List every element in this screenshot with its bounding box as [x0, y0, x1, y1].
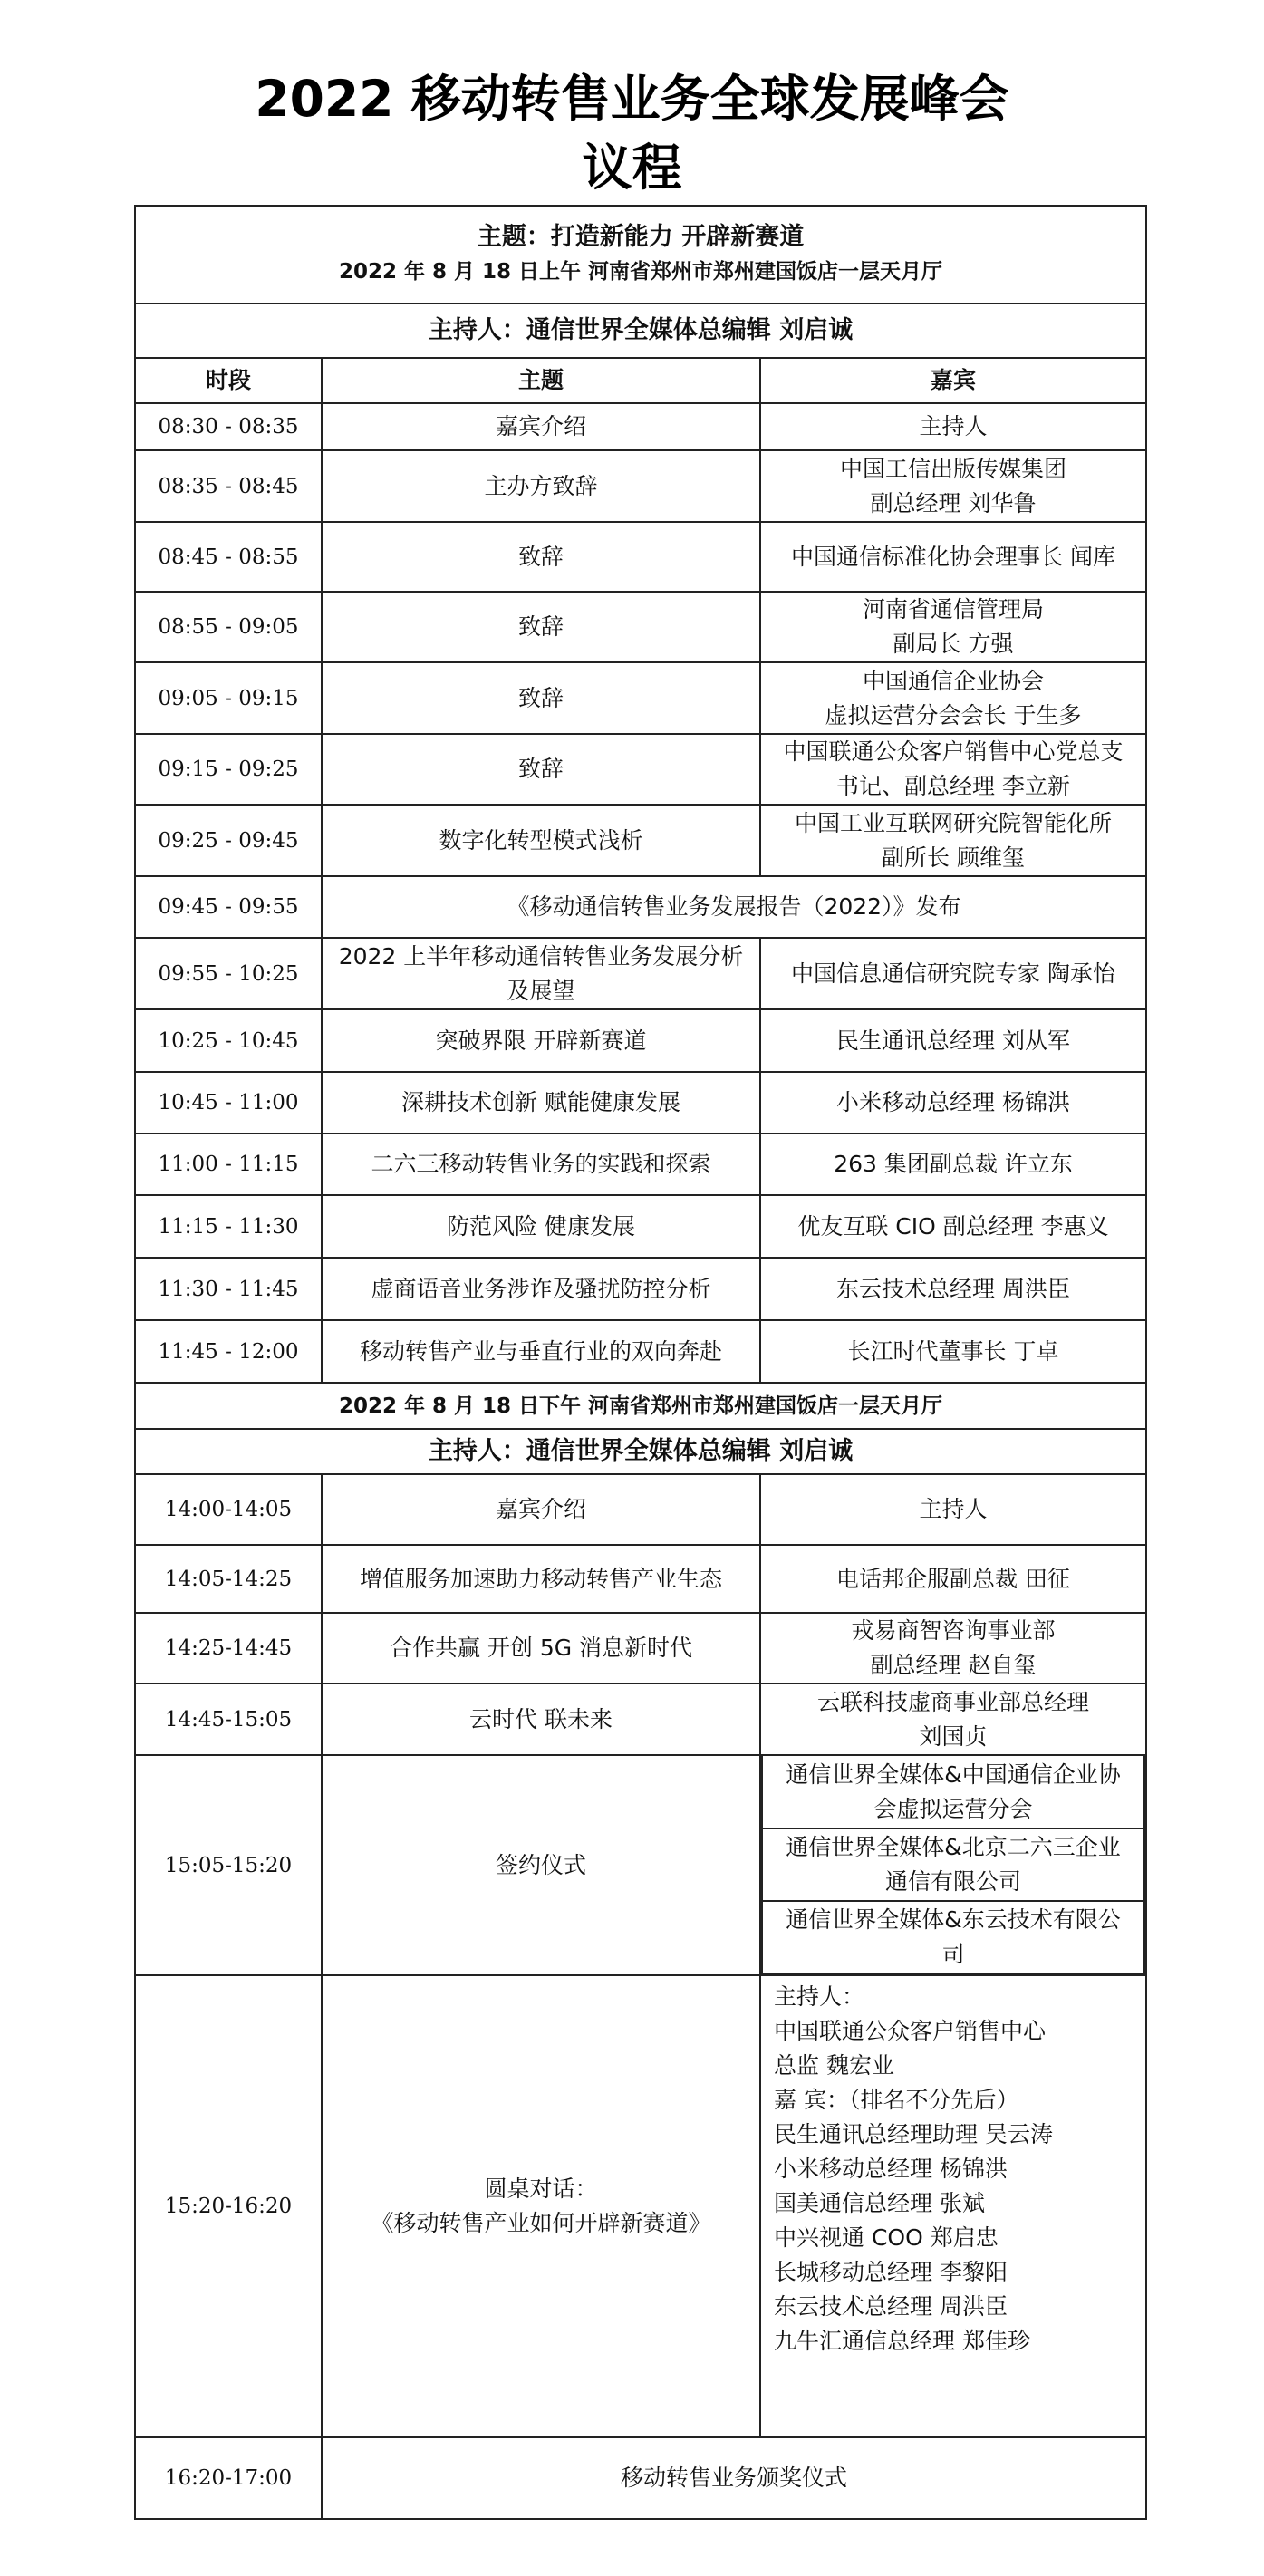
session-time — [135, 1009, 322, 1072]
session-topic-text: 主办方致辞 — [484, 472, 598, 499]
agenda-row — [135, 1320, 1146, 1383]
signing-parties-table — [761, 1756, 1145, 1974]
session-time-text: 09:45 - 09:55 — [158, 895, 299, 919]
signing-party-row — [762, 1901, 1144, 1973]
session-guest-text: 戎易商智咨询事业部 — [851, 1617, 1056, 1644]
session-time — [135, 2437, 322, 2519]
column-header-row — [135, 358, 1146, 403]
signing-party-text: 通信有限公司 — [885, 1868, 1022, 1895]
session-topic — [322, 1009, 760, 1072]
agenda-row — [135, 1474, 1146, 1545]
session-topic — [322, 1755, 760, 1975]
session-topic-text: 致辞 — [517, 756, 564, 782]
session-guest-text: 河南省通信管理局 — [863, 596, 1045, 622]
afternoon-host-row-cell — [135, 1429, 1146, 1474]
roundtable-guests-text: 主持人： — [774, 1983, 865, 2010]
session-topic — [322, 1474, 760, 1545]
column-header-topic-text: 主题 — [517, 367, 564, 393]
session-guest — [760, 1009, 1146, 1072]
agenda-row — [135, 1258, 1146, 1320]
session-topic — [322, 734, 760, 805]
signing-party-row — [762, 1828, 1144, 1901]
session-time — [135, 938, 322, 1009]
session-topic-text: 嘉宾介绍 — [495, 1496, 586, 1522]
session-topic-text: 数字化转型模式浅析 — [439, 826, 643, 854]
session-time — [135, 1684, 322, 1755]
session-guest-text: 刘国贞 — [919, 1722, 988, 1750]
session-guest-text: 中国通信企业协会 — [863, 667, 1045, 694]
session-time-text: 16:20-17:00 — [164, 2466, 293, 2490]
column-header-time — [135, 358, 322, 403]
session-topic — [322, 662, 760, 734]
session-guest-text: 中国通信标准化协会理事长 闻库 — [791, 543, 1115, 570]
session-guest-text: 副局长 方强 — [893, 631, 1014, 657]
document-subtitle: 议程 — [582, 139, 682, 197]
agenda-row — [135, 734, 1146, 805]
session-topic-text: 增值服务加速助力移动转售产业生态 — [359, 1565, 722, 1592]
session-time — [135, 450, 322, 522]
agenda-row — [135, 1684, 1146, 1755]
agenda-row — [135, 1134, 1146, 1195]
session-guest-text: 中国联通公众客户销售中心党总支 — [783, 738, 1124, 765]
session-guest — [760, 938, 1146, 1009]
session-span — [322, 876, 1146, 938]
session-topic — [322, 1613, 760, 1684]
agenda-table — [134, 205, 1147, 2520]
session-guest — [760, 1195, 1146, 1258]
session-time-text: 09:25 - 09:45 — [158, 828, 299, 853]
session-guest-text: 书记、副总经理 李立新 — [836, 773, 1070, 799]
agenda-row — [135, 1072, 1146, 1134]
column-header-guest-text: 嘉宾 — [931, 367, 977, 393]
agenda-row — [135, 1195, 1146, 1258]
session-topic-text: 合作共赢 开创 5G 消息新时代 — [389, 1635, 693, 1661]
roundtable-guests-text: 总监 魏宏业 — [774, 2052, 894, 2079]
session-time-text: 11:30 - 11:45 — [158, 1277, 299, 1301]
session-time-text: 14:45-15:05 — [164, 1707, 293, 1732]
roundtable-guests-text: 中兴视通 COO 郑启忠 — [774, 2224, 999, 2251]
session-time — [135, 592, 322, 662]
session-guest — [760, 1474, 1146, 1545]
session-guest — [760, 592, 1146, 662]
session-time — [135, 1975, 322, 2437]
column-header-topic — [322, 358, 760, 403]
agenda-row — [135, 522, 1146, 592]
session-time-text: 15:20-16:20 — [164, 2195, 293, 2218]
signing-party-text: 司 — [941, 1941, 965, 1967]
roundtable-guests-text: 民生通讯总经理助理 吴云涛 — [774, 2121, 1053, 2147]
afternoon-host-row — [135, 1429, 1146, 1474]
session-topic-text: 移动转售产业与垂直行业的双向奔赴 — [359, 1337, 722, 1365]
session-time — [135, 1474, 322, 1545]
roundtable-guests — [760, 1975, 1146, 2437]
roundtable-row — [135, 1975, 1146, 2437]
session-topic-text: 嘉宾介绍 — [495, 413, 586, 439]
session-guest-text: 中国工信出版传媒集团 — [840, 455, 1067, 482]
session-guest — [760, 1072, 1146, 1134]
session-guest-text: 优友互联 CIO 副总经理 李惠义 — [797, 1212, 1109, 1240]
signing-party-row — [762, 1756, 1144, 1828]
session-time-text: 11:15 - 11:30 — [158, 1214, 299, 1239]
session-guest-text: 副总经理 刘华鲁 — [870, 489, 1037, 516]
session-topic-text: 签约仪式 — [495, 1851, 586, 1878]
session-time — [135, 1072, 322, 1134]
signing-party — [762, 1756, 1144, 1828]
afternoon-datetime-row-line: 2022 年 8 月 18 日下午 河南省郑州市郑州建国饭店一层天月厅 — [338, 1394, 943, 1418]
session-topic — [322, 1975, 760, 2437]
session-topic-text: 云时代 联未来 — [469, 1705, 613, 1732]
agenda-row — [135, 1009, 1146, 1072]
session-time — [135, 876, 322, 938]
session-guest — [760, 1134, 1146, 1195]
signing-party-text: 通信世界全媒体&北京二六三企业 — [786, 1834, 1121, 1860]
morning-theme-header-cell — [135, 206, 1146, 304]
session-topic — [322, 522, 760, 592]
roundtable-guests-text: 长城移动总经理 李黎阳 — [774, 2259, 1008, 2285]
session-time-text: 14:25-14:45 — [164, 1636, 293, 1660]
session-time — [135, 522, 322, 592]
session-guest-text: 电话邦企服副总裁 田征 — [836, 1565, 1070, 1592]
agenda-row — [135, 938, 1146, 1009]
signing-party — [762, 1901, 1144, 1973]
session-time-text: 08:45 - 08:55 — [158, 545, 299, 569]
session-guest-text: 东云技术总经理 周洪臣 — [836, 1275, 1070, 1302]
session-time — [135, 1755, 322, 1975]
session-time — [135, 1320, 322, 1383]
session-guest — [760, 734, 1146, 805]
session-topic-text: 及展望 — [507, 977, 575, 1004]
session-topic — [322, 592, 760, 662]
session-span-text: 移动转售业务颁奖仪式 — [621, 2465, 848, 2491]
session-time-text: 10:45 - 11:00 — [158, 1091, 299, 1114]
session-guest-text: 263 集团副总裁 许立东 — [834, 1151, 1073, 1177]
morning-theme-header-line: 2022 年 8 月 18 日上午 河南省郑州市郑州建国饭店一层天月厅 — [338, 260, 943, 284]
session-topic — [322, 450, 760, 522]
signing-party — [762, 1828, 1144, 1901]
session-time-text: 08:55 - 09:05 — [158, 615, 299, 639]
session-guest-text: 副总经理 赵自玺 — [870, 1652, 1037, 1678]
session-time — [135, 805, 322, 876]
session-time-text: 11:00 - 11:15 — [158, 1153, 299, 1176]
agenda-row — [135, 2437, 1146, 2519]
session-topic — [322, 1684, 760, 1755]
morning-host-row-line: 主持人：通信世界全媒体总编辑 刘启诚 — [428, 316, 854, 344]
session-topic-text: 《移动转售产业如何开辟新赛道》 — [371, 2210, 711, 2236]
session-topic — [322, 1545, 760, 1613]
session-guest-text: 副所长 顾维玺 — [882, 844, 1025, 871]
agenda-body — [135, 206, 1146, 2519]
session-time-text: 08:30 - 08:35 — [158, 415, 299, 439]
session-time — [135, 1134, 322, 1195]
column-header-guest — [760, 358, 1146, 403]
session-guest — [760, 805, 1146, 876]
session-topic-text: 二六三移动转售业务的实践和探索 — [371, 1151, 711, 1177]
session-time — [135, 403, 322, 450]
session-guest-text: 小米移动总经理 杨锦洪 — [836, 1089, 1070, 1115]
session-topic-text: 致辞 — [517, 613, 564, 640]
session-time-text: 14:05-14:25 — [164, 1567, 293, 1591]
agenda-row — [135, 450, 1146, 522]
session-time-text: 08:35 - 08:45 — [158, 474, 299, 498]
session-topic-text: 圆桌对话： — [484, 2176, 598, 2202]
session-topic-text: 致辞 — [517, 543, 564, 570]
agenda-row — [135, 805, 1146, 876]
session-guest — [760, 662, 1146, 734]
session-time-text: 11:45 - 12:00 — [158, 1339, 299, 1364]
session-span — [322, 2437, 1146, 2519]
morning-host-row — [135, 304, 1146, 358]
session-topic-text: 2022 上半年移动通信转售业务发展分析 — [338, 942, 744, 970]
roundtable-guests-text: 嘉 宾：（排名不分先后） — [774, 2087, 1019, 2113]
session-guest — [760, 1258, 1146, 1320]
signing-party-text: 会虚拟运营分会 — [873, 1795, 1033, 1822]
session-time — [135, 734, 322, 805]
session-guest — [760, 1545, 1146, 1613]
session-topic — [322, 1195, 760, 1258]
session-time-text: 09:05 - 09:15 — [158, 686, 299, 710]
roundtable-guests-text: 中国联通公众客户销售中心 — [774, 2018, 1047, 2044]
roundtable-guests-text: 东云技术总经理 周洪臣 — [774, 2293, 1008, 2320]
agenda-row — [135, 662, 1146, 734]
session-guest — [760, 1320, 1146, 1383]
morning-host-row-cell — [135, 304, 1146, 358]
document-title: 2022 移动转售业务全球发展峰会 — [255, 70, 1009, 128]
session-topic-text: 虚商语音业务涉诈及骚扰防控分析 — [371, 1275, 711, 1302]
signing-party-text: 通信世界全媒体&东云技术有限公 — [786, 1906, 1121, 1933]
session-topic — [322, 1072, 760, 1134]
session-time-text: 10:25 - 10:45 — [158, 1028, 299, 1053]
morning-theme-header-line: 主题：打造新能力 开辟新赛道 — [477, 223, 805, 251]
session-topic — [322, 938, 760, 1009]
session-guest — [760, 1684, 1146, 1755]
session-topic-text: 防范风险 健康发展 — [447, 1212, 635, 1240]
afternoon-datetime-row-cell — [135, 1383, 1146, 1429]
column-header-time-text: 时段 — [205, 367, 251, 393]
session-topic-text: 致辞 — [517, 684, 564, 711]
session-time — [135, 1613, 322, 1684]
session-guest — [760, 450, 1146, 522]
signing-row — [135, 1755, 1146, 1975]
signing-parties-cell — [760, 1755, 1146, 1975]
session-topic — [322, 1134, 760, 1195]
session-guest — [760, 1613, 1146, 1684]
agenda-row — [135, 1613, 1146, 1684]
session-time-text: 09:15 - 09:25 — [158, 757, 299, 781]
agenda-row — [135, 1545, 1146, 1613]
session-span-text: 《移动通信转售业务发展报告（2022）》发布 — [507, 893, 961, 920]
morning-theme-header — [135, 206, 1146, 304]
session-guest-text: 主持人 — [919, 413, 988, 439]
session-topic-text: 突破界限 开辟新赛道 — [435, 1027, 647, 1054]
afternoon-datetime-row — [135, 1383, 1146, 1429]
session-guest — [760, 403, 1146, 450]
roundtable-guests-text: 九牛汇通信总经理 郑佳珍 — [774, 2328, 1030, 2354]
session-time — [135, 1545, 322, 1613]
session-time — [135, 662, 322, 734]
session-topic — [322, 805, 760, 876]
session-time-text: 14:00-14:05 — [164, 1498, 293, 1521]
session-topic — [322, 1258, 760, 1320]
session-topic — [322, 1320, 760, 1383]
afternoon-host-row-line: 主持人：通信世界全媒体总编辑 刘启诚 — [428, 1437, 854, 1465]
session-time — [135, 1258, 322, 1320]
session-guest-text: 民生通讯总经理 刘从军 — [836, 1027, 1070, 1054]
session-guest-text: 中国工业互联网研究院智能化所 — [795, 809, 1113, 836]
session-time — [135, 1195, 322, 1258]
session-time-text: 09:55 - 10:25 — [158, 961, 299, 986]
agenda-row — [135, 403, 1146, 450]
session-guest-text: 云联科技虚商事业部总经理 — [817, 1688, 1090, 1715]
signing-party-text: 通信世界全媒体&中国通信企业协 — [786, 1761, 1121, 1788]
session-topic — [322, 403, 760, 450]
session-guest-text: 中国信息通信研究院专家 陶承怡 — [791, 960, 1115, 987]
session-topic-text: 深耕技术创新 赋能健康发展 — [401, 1089, 680, 1115]
session-guest-text: 主持人 — [919, 1496, 988, 1522]
session-guest-text: 长江时代董事长 丁卓 — [847, 1337, 1059, 1365]
agenda-row — [135, 592, 1146, 662]
roundtable-guests-text: 国美通信总经理 张斌 — [774, 2190, 985, 2216]
agenda-row — [135, 876, 1146, 938]
session-time-text: 15:05-15:20 — [164, 1853, 293, 1877]
session-guest-text: 虚拟运营分会会长 于生多 — [825, 701, 1082, 728]
session-guest — [760, 522, 1146, 592]
roundtable-guests-text: 小米移动总经理 杨锦洪 — [774, 2156, 1008, 2182]
